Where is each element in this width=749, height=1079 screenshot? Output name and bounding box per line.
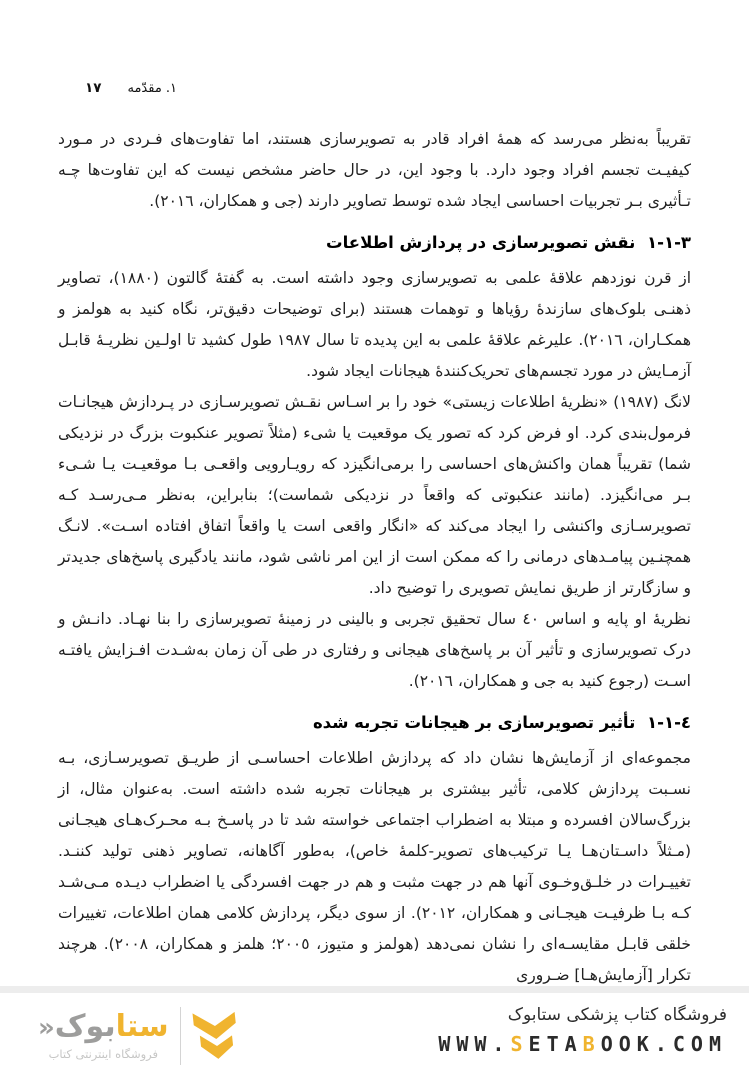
- paragraph-2: از قرن نوزدهم علاقهٔ علمی به تصویرسازی وجود داشته است. به گفتهٔ گالتون (١٨٨٠)، تصاویر ذهنـی بلوک‌های سازندهٔ رؤیاها و توهمات هستند (برای توضیحات دقیق‌تر، نگاه کنید به هولمز و همکـاران، ٢٠١٦). علیرغم علاقهٔ علمی به این پدیده تا سال ١٩٨٧ طول کشید تا اولـین نظریـهٔ قابـل آزمـایش در مورد تجسم‌های تحریک‌کنندهٔ هیجانات ایجاد شود.: [58, 269, 692, 380]
- wordmark-accent-part: ستا: [115, 1009, 169, 1044]
- website-url: WWW.SETABOOK.COM: [438, 1032, 727, 1056]
- section-title: نقش تصویرسازی در پردازش اطلاعات: [326, 233, 636, 252]
- section-number: ٣-١-١: [647, 233, 691, 252]
- footer-store-info: [438, 1005, 727, 1056]
- section-number: ٤-١-١: [647, 713, 691, 732]
- paragraph-3: لانگ (١٩٨٧) «نظریهٔ اطلاعات زیستی» خود را بر اسـاس نقـش تصویرسـازی در پـردازش هیجانـات فرمول‌بندی کرد. او فرض کرد که تصور یک موقعیت یا شیء (مثلاً تصویر عنکبوت بزرگ در نزدیکی شما) تقریباً همان واکنش‌های احساسی را برمی‌انگیزد که رویـارویی واقعـی بـا موقعیـت یـا شـیء بـر می‌انگیزد. (مانند عنکبوتی که واقعاً در نزدیکی شماست)؛ بنابراین، به‌نظر مـی‌رسـد کـه تصویرسـازی واکنشی را ایجاد می‌کند که «انگار واقعی است یا واقعاً اتفاق افتاده اسـت». لانـگ همچنـین پیامـدهای درمانی را که ممکن است از این امر ناشی شود، مانند یادگیری پاسخ‌های جدیدتر و سازگارتر از طریق نمایش تصویری را توضیح داد.: [58, 393, 691, 597]
- paragraph-5: مجموعه‌ای از آزمایش‌ها نشان داد که پردازش اطلاعات احساسـی از طریـق تصویرسـازی، بـه نسـبت پردازش کلامی، تأثیر بیشتری بر هیجانات تجربه شده داشته است. به‌عنوان مثال، از بزرگ‌سالان افسرده و مبتلا به اضطراب اجتماعی خواسته شد تا در پاسـخ بـه محـرک‌هـای هیجـانی (مـثلاً داسـتان‌هـا یـا ترکیب‌های تصویر-کلمهٔ خاص)، به‌طور آگاهانه، تصاویر ذهنی تولید کننـد. تغییـرات در خلـق‌وخـوی آنها هم در جهت مثبت و هم در جهت افسردگی یا اضطراب دیـده مـی‌شـد کـه بـا ظرفیـت هیجـانی و همکاران، ٢٠١٢). از سوی دیگر، پردازش کلامی همان اطلاعات، تغییرات خلقی قابـل مقایسـه‌ای را نشان نمی‌دهد (هولمز و متیوز، ٢٠٠٥؛ هلمز و همکاران، ٢٠٠٨). هرچند تکرار [آزمایش‌هـا] ضـروری: [58, 749, 692, 984]
- page-header: [85, 80, 177, 96]
- section-heading-1: [58, 230, 691, 256]
- setabook-logo: [38, 1007, 240, 1065]
- footer-divider: [0, 986, 749, 993]
- site-footer: [0, 993, 749, 1079]
- section-heading-2: [58, 710, 691, 736]
- logo-wordmark-block: [38, 1011, 169, 1061]
- logo-subtitle: فروشگاه اینترنتی کتاب: [48, 1047, 159, 1061]
- page-body: [58, 124, 691, 991]
- logo-divider-line: [180, 1007, 182, 1065]
- store-tagline: فروشگاه کتاب پزشکی ستابوک: [507, 1005, 727, 1025]
- paragraph-4: نظریهٔ او پایه و اساس ٤٠ سال تحقیق تجربی و بالینی در زمینهٔ تصویرسازی را بنا نهـاد. دانـش و درک تصویرسازی و تأثیر آن بر پاسخ‌های هیجانی و رفتاری در طی آن زمان به‌شـدت افـزایش یافتـه اسـت (رجوع کنید به جی و همکاران، ٢٠١٦).: [58, 610, 691, 690]
- wordmark-gray-part: بوک: [54, 1009, 116, 1044]
- wordmark-guillemet: «: [38, 1013, 55, 1043]
- paragraph-1: تقریباً به‌نظر می‌رسد که همهٔ افراد قادر به تصویرسازی هستند، اما تفاوت‌های فـردی در مـورد کیفیـت تجسم افراد وجود دارد. با وجود این، در حال حاضر مشخص نیست که این تفاوت‌ها چـه تـأثیری بـر تجربیات احساسی ایجاد شده توسط تصاویر دارند (جی و همکاران، ٢٠١٦).: [58, 130, 691, 210]
- chevron-emblem-icon: [192, 1007, 240, 1065]
- page-number: ١٧: [85, 80, 102, 96]
- chapter-label: ١. مقدّمه: [127, 81, 178, 96]
- section-title: تأثیر تصویرسازی بر هیجانات تجربه شده: [312, 713, 636, 732]
- logo-wordmark: [38, 1011, 169, 1044]
